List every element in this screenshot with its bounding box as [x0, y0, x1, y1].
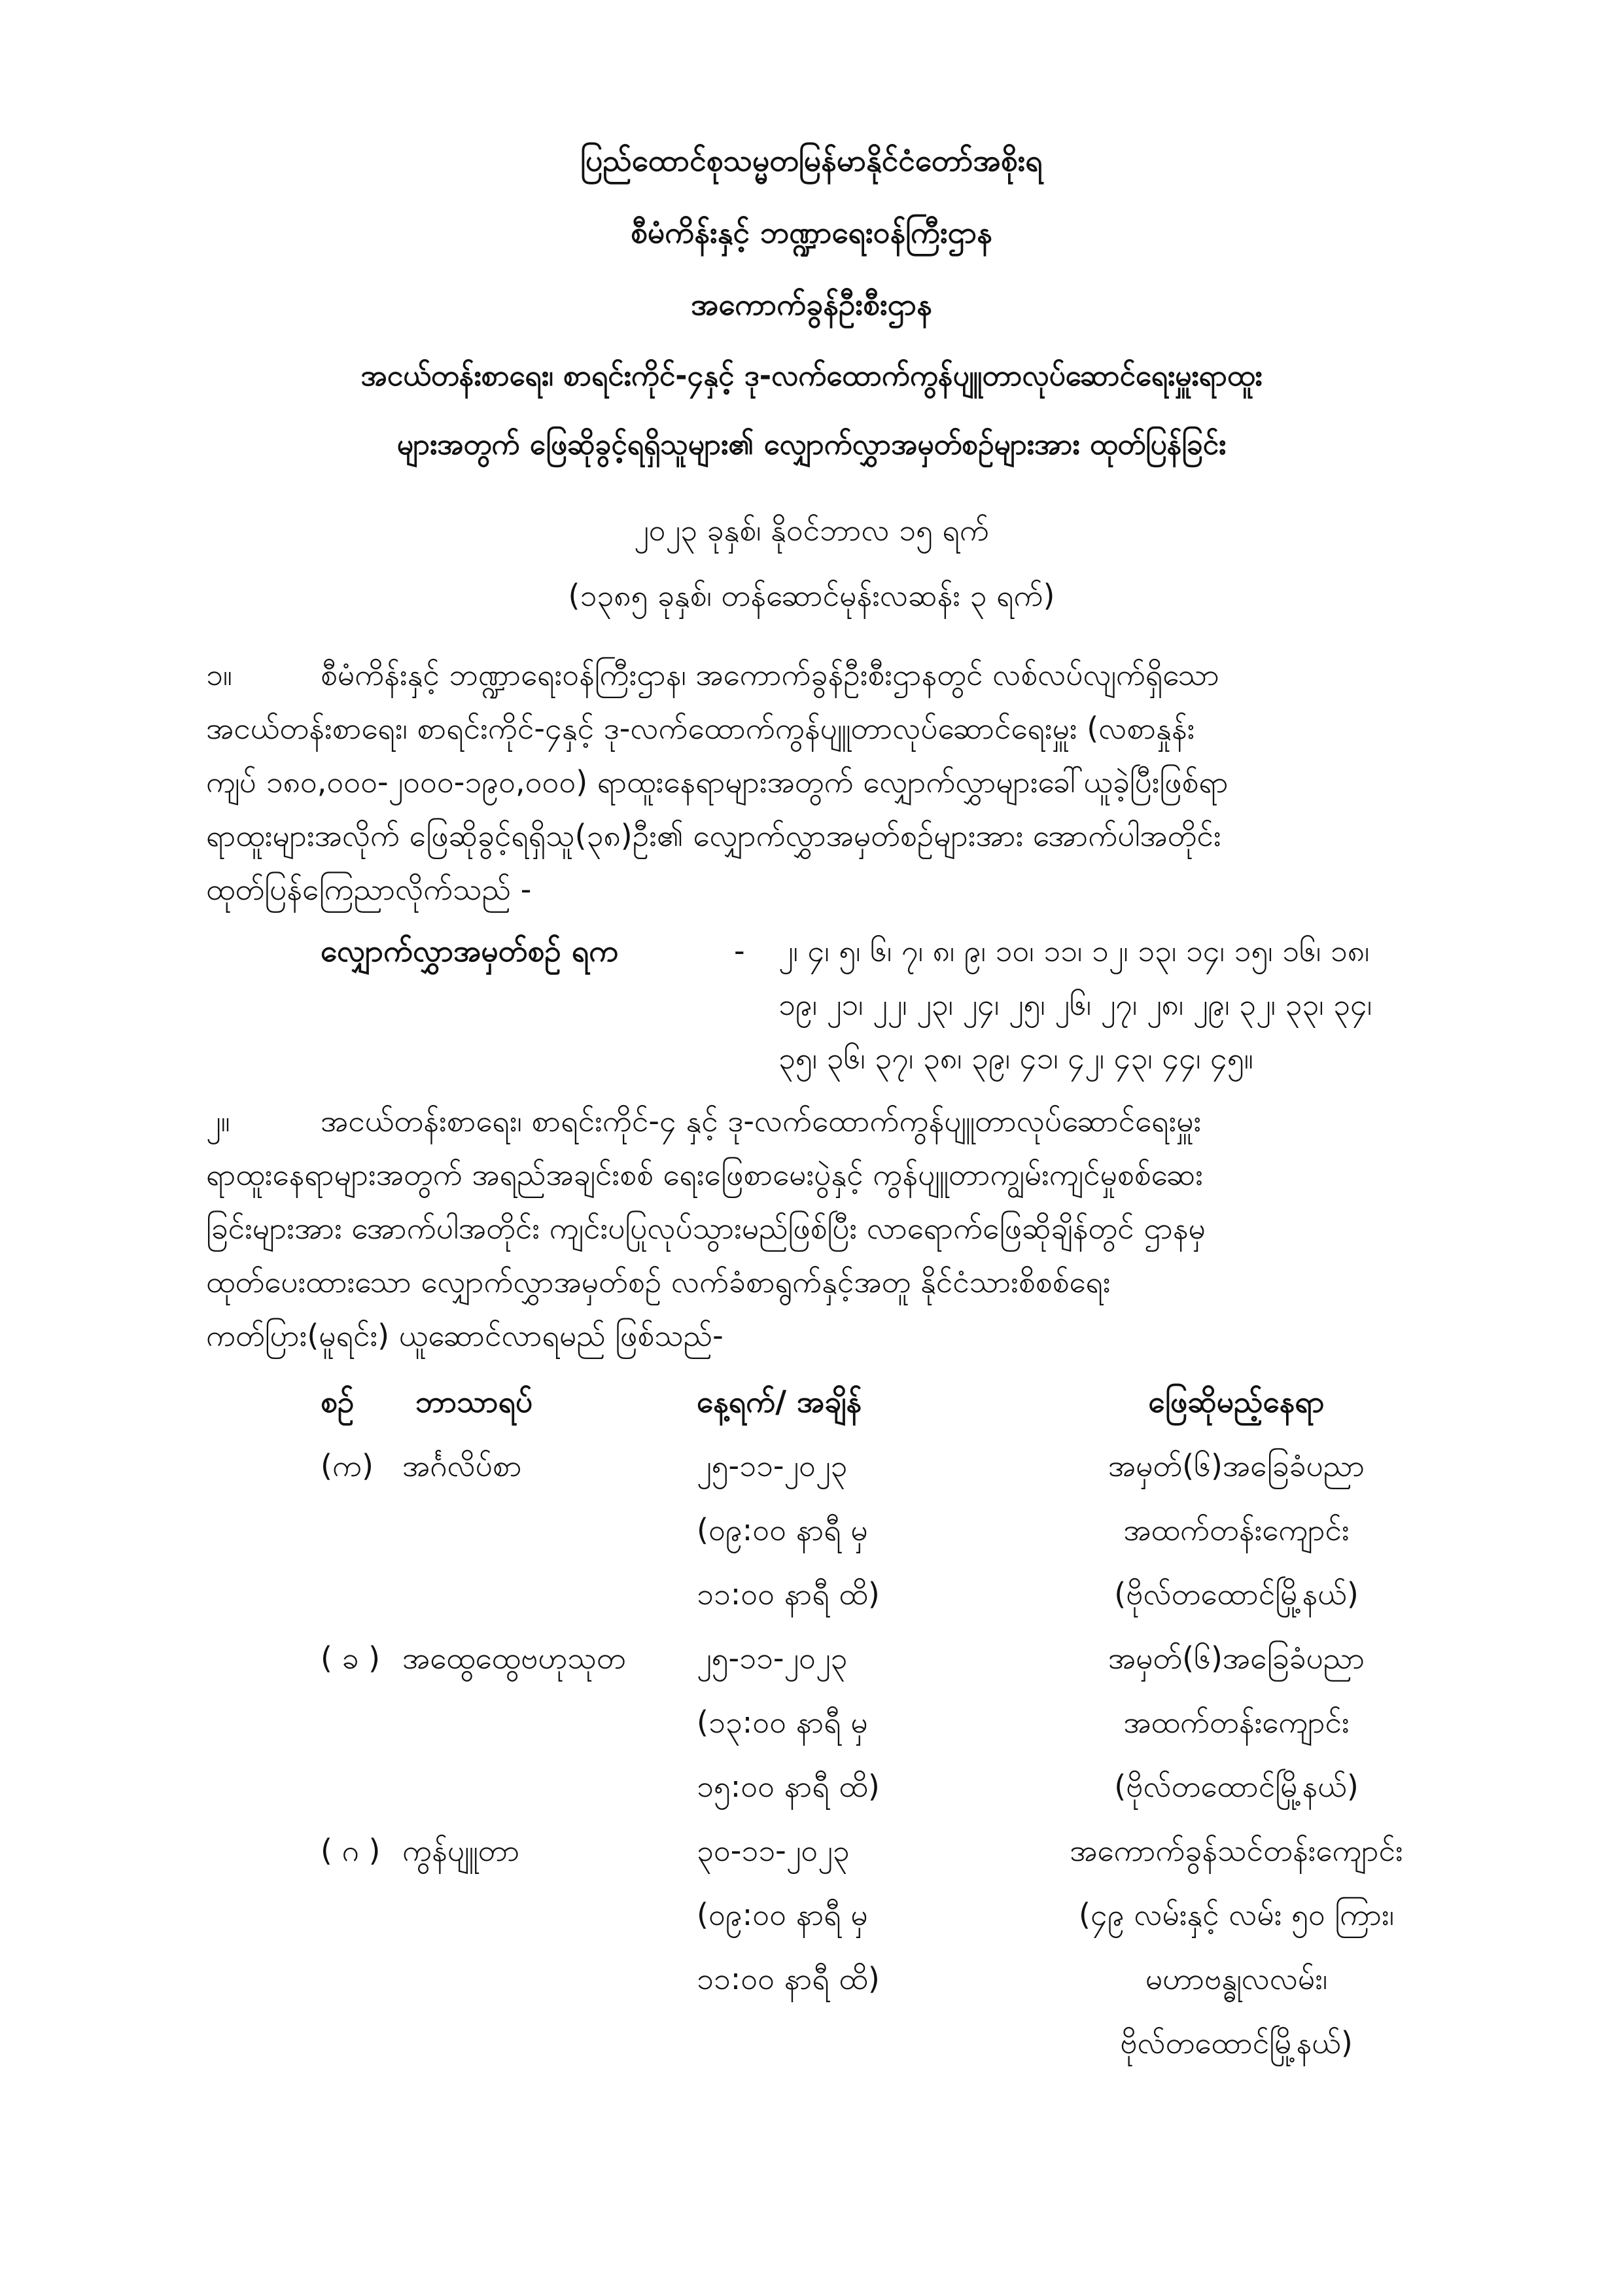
header-serial: စဉ် [321, 1384, 355, 1419]
header-datetime: နေ့ရက်/ အချိန် [697, 1384, 862, 1419]
paragraph-2-line-5: ကတ်ပြား(မူရင်း) ယူဆောင်လာရမည် ဖြစ်သည်- [206, 1318, 724, 1353]
header-subject: ဘာသာရပ် [415, 1384, 533, 1419]
row-location-line-1: အမှတ်(၆)အခြေခံပညာ [1108, 1640, 1365, 1676]
roll-numbers-line-3: ၃၅၊ ၃၆၊ ၃၇၊ ၃၈၊ ၃၉၊ ၄၁၊ ၄၂၊ ၄၃၊ ၄၄၊ ၄၅။ [778, 1040, 1253, 1076]
row-serial: (က) [321, 1448, 374, 1483]
roll-numbers-label: လျှောက်လွှာအမှတ်စဉ် ရက [321, 933, 619, 968]
paragraph-1-line-1: စီမံကိန်းနှင့် ဘဏ္ဍာရေးဝန်ကြီးဌာန၊ အကောက်ခွန်ဦးစီးဌာနတွင် လစ်လပ်လျက်ရှိသော [321, 657, 1219, 692]
row-date: ၃၀-၁၁-၂၀၂၃ [697, 1833, 850, 1868]
paragraph-2-line-4: ထုတ်ပေးထားသော လျှောက်လွှာအမှတ်စဉ် လက်ခံစာရွက်နှင့်အတူ နိုင်ငံသားစိစစ်ရေး [206, 1264, 1111, 1299]
paragraph-2-number: ၂။ [206, 1103, 230, 1139]
row-location-line-2: အထက်တန်းကျောင်း [1123, 1512, 1350, 1547]
ministry-name: စီမံကိန်းနှင့် ဘဏ္ဍာရေးဝန်ကြီးဌာန [631, 215, 992, 250]
row-time-to: ၁၅:၀၀ နာရီ ထိ) [697, 1769, 880, 1804]
row-time-to: ၁၁:၀၀ နာရီ ထိ) [697, 1576, 880, 1612]
row-location-line-2: အထက်တန်းကျောင်း [1123, 1704, 1350, 1740]
roll-numbers-line-1: ၂၊ ၄၊ ၅၊ ၆၊ ၇၊ ၈၊ ၉၊ ၁၀၊ ၁၁၊ ၁၂၊ ၁၃၊ ၁၄၊ ၁၅၊ ၁၆၊ ၁၈၊ [778, 933, 1370, 968]
government-name: ပြည်ထောင်စုသမ္မတမြန်မာနိုင်ငံတော်အစိုးရ [580, 143, 1043, 178]
paragraph-1-line-4: ရာထူးများအလိုက် ဖြေဆိုခွင့်ရရှိသူ(၃၈)ဦး၏ လျှောက်လွှာအမှတ်စဉ်များအား အောက်ပါအတိုင်း [206, 818, 1221, 853]
paragraph-1-number: ၁။ [206, 657, 232, 692]
date-myanmar: (၁၃၈၅ ခုနှစ်၊ တန်ဆောင်မုန်းလဆန်း ၃ ရက်) [568, 578, 1055, 613]
row-date: ၂၅-၁၁-၂၀၂၃ [697, 1448, 848, 1483]
row-time-from: (၀၉:၀၀ နာရီ မှ [697, 1897, 868, 1932]
date-gregorian: ၂၀၂၃ ခုနှစ်၊ နိုဝင်ဘာလ ၁၅ ရက် [634, 512, 989, 548]
row-subject: အထွေထွေဗဟုသုတ [402, 1640, 626, 1676]
document-title-line1: အငယ်တန်းစာရေး၊ စာရင်းကိုင်-၄နှင့် ဒု-လက်ထောက်ကွန်ပျူတာလုပ်ဆောင်ရေးမှူးရာထူး [360, 359, 1263, 393]
roll-numbers-line-2: ၁၉၊ ၂၁၊ ၂၂၊ ၂၃၊ ၂၄၊ ၂၅၊ ၂၆၊ ၂၇၊ ၂၈၊ ၂၉၊ ၃၂၊ ၃၃၊ ၃၄၊ [778, 987, 1372, 1022]
row-location-line-4: ဗိုလ်တထောင်မြို့နယ်) [1120, 2025, 1353, 2060]
row-serial: ( ခ ) [321, 1640, 381, 1676]
document-title-line2: များအတွက် ဖြေဆိုခွင့်ရရှိသူများ၏ လျှောက်လွှာအမှတ်စဉ်များအား ထုတ်ပြန်ခြင်း [396, 428, 1227, 461]
row-location-line-2: (၄၉ လမ်းနှင့် လမ်း ၅၀ ကြား၊ [1079, 1897, 1394, 1932]
row-location-line-3: မဟာဗန္ဓုလလမ်း၊ [1145, 1961, 1328, 1996]
row-location-line-1: အမှတ်(၆)အခြေခံပညာ [1108, 1448, 1365, 1483]
row-time-from: (၁၃:၀၀ နာရီ မှ [697, 1704, 868, 1740]
row-location-line-3: (ဗိုလ်တထောင်မြို့နယ်) [1114, 1769, 1359, 1804]
row-time-to: ၁၁:၀၀ နာရီ ထိ) [697, 1961, 880, 1996]
row-time-from: (၀၉:၀၀ နာရီ မှ [697, 1512, 868, 1547]
paragraph-2 [206, 1094, 1423, 1362]
paragraph-1-line-3: ကျပ် ၁၈၀,၀၀၀-၂၀၀၀-၁၉၀,၀၀၀) ရာထူးနေရာများအတွက် လျှောက်လွှာများခေါ်ယူခဲ့ပြီးဖြစ်ရာ [206, 764, 1229, 800]
paragraph-2-line-1: အငယ်တန်းစာရေး၊ စာရင်းကိုင်-၄ နှင့် ဒု-လက်ထောက်ကွန်ပျူတာလုပ်ဆောင်ရေးမှူး [321, 1103, 1202, 1139]
paragraph-1-line-5: ထုတ်ပြန်ကြေညာလိုက်သည် - [206, 872, 532, 907]
paragraph-1-line-2: အငယ်တန်းစာရေး၊ စာရင်းကိုင်-၄နှင့် ဒု-လက်ထောက်ကွန်ပျူတာလုပ်ဆောင်ရေးမှူး (လစာနှုန်း [206, 711, 1195, 746]
row-subject: ကွန်ပျူတာ [402, 1833, 520, 1868]
row-date: ၂၅-၁၁-၂၀၂၃ [697, 1640, 848, 1676]
row-subject: အင်္ဂလိပ်စာ [402, 1448, 522, 1483]
roll-numbers-dash: - [734, 933, 745, 968]
paragraph-2-line-3: ခြင်းများအား အောက်ပါအတိုင်း ကျင်းပပြုလုပ်သွားမည်ဖြစ်ပြီး လာရောက်ဖြေဆိုချိန်တွင် ဌာနမှ [206, 1210, 1206, 1246]
row-location-line-1: အကောက်ခွန်သင်တန်းကျောင်း [1070, 1833, 1403, 1868]
header-location: ဖြေဆိုမည့်နေရာ [1148, 1384, 1325, 1419]
roll-numbers-list [778, 924, 1459, 1085]
department-name: အကောက်ခွန်ဦးစီးဌာန [691, 287, 932, 322]
paragraph-1 [206, 648, 1423, 916]
paragraph-2-line-2: ရာထူးနေရာများအတွက် အရည်အချင်းစစ် ရေးဖြေစာမေးပွဲနှင့် ကွန်ပျူတာကျွမ်းကျင်မှုစစ်ဆေး [206, 1157, 1203, 1192]
row-serial: ( ဂ ) [321, 1833, 381, 1868]
row-location-line-3: (ဗိုလ်တထောင်မြို့နယ်) [1114, 1576, 1359, 1612]
